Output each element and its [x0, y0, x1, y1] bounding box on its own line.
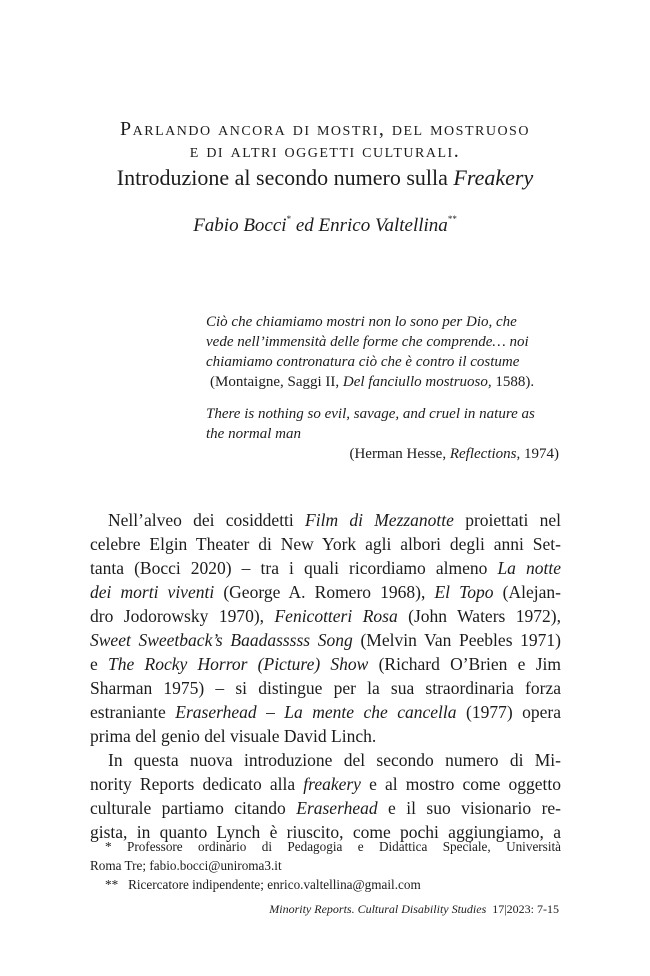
- issue-pages: 17|2023: 7-15: [492, 902, 559, 916]
- article-title: [80, 118, 570, 192]
- title-line-2: e di altri oggetti culturali.: [189, 140, 461, 162]
- body-line: [90, 700, 561, 724]
- epigraph-quote-line: Ciò che chiamiamo mostri non lo sono per Dio, che: [206, 314, 517, 330]
- author-1-footnote-mark: *: [286, 214, 292, 224]
- epigraph-citation: [206, 444, 561, 464]
- body-text-run: Nell’alveo dei cosiddetti: [108, 510, 306, 530]
- citation-text: , 1974): [516, 446, 559, 462]
- journal-name: Minority Reports. Cultural Disability Studies: [269, 902, 487, 916]
- body-text-run: dro Jodorowsky 1970),: [90, 606, 275, 626]
- body-text-run: (Alejan-: [493, 582, 561, 602]
- running-footer: [90, 902, 559, 917]
- body-line: Sharman 1975) – si distingue per la sua straordinaria forza: [90, 678, 561, 698]
- body-line: [90, 652, 561, 676]
- epigraph-citation: [206, 372, 561, 392]
- footnote-1-line-1: * Professore ordinario di Pedagogia e Didattica Speciale, Università: [105, 839, 561, 854]
- film-title: Fenicotteri Rosa: [274, 606, 398, 626]
- body-line: [90, 628, 561, 652]
- film-title: La notte: [497, 558, 561, 578]
- body-line: In questa nuova introduzione del secondo numero di Mi-: [108, 750, 561, 770]
- epigraph-hesse: [206, 404, 561, 464]
- film-title: Eraserhead – La mente che cancella: [175, 702, 457, 722]
- epigraph-quote-line: vede nell’immensità delle forme che comprende… noi: [206, 334, 529, 350]
- body-text-run: nority Reports dedicato alla: [90, 774, 304, 794]
- body-text-run: proiettati nel: [453, 510, 561, 530]
- body-text-run: e il suo visionario re-: [377, 798, 561, 818]
- body-line: [90, 556, 561, 580]
- body-text-run: estraniante: [90, 702, 176, 722]
- body-line: [90, 772, 561, 796]
- emphasis-term: freakery: [303, 774, 361, 794]
- body-text-run: (Melvin Van Peebles 1971): [352, 630, 561, 650]
- body-text-run: culturale partiamo citando: [90, 798, 297, 818]
- author-2: Enrico Valtellina: [318, 215, 448, 236]
- body-line: [90, 604, 561, 628]
- title-line-3: [80, 164, 570, 192]
- film-title: dei morti viventi: [90, 582, 215, 602]
- body-line: [90, 580, 561, 604]
- body-line: prima del genio del visuale David Linch.: [90, 726, 377, 746]
- author-1: Fabio Bocci: [193, 215, 287, 236]
- author-connector: ed: [291, 215, 319, 236]
- title-line-3-emphasis: Freakery: [453, 165, 534, 190]
- citation-text: 1588).: [491, 374, 535, 390]
- film-title: The Rocky Horror (Picture) Show: [108, 654, 369, 674]
- film-title: El Topo: [434, 582, 494, 602]
- citation-text: (Montaigne, Saggi II,: [210, 374, 343, 390]
- citation-text: (Herman Hesse,: [349, 446, 450, 462]
- author-line: [80, 214, 570, 237]
- body-text-run: (1977) opera: [456, 702, 561, 722]
- body-line: celebre Elgin Theater di New York agli albori degli anni Set-: [90, 534, 561, 554]
- body-line: gista, in quanto Lynch è riuscito, come pochi aggiungiamo, a: [90, 822, 561, 842]
- footnote-2-text: Ricercatore indipendente; enrico.valtellina@gmail.com: [128, 877, 421, 892]
- epigraph-quote-line: There is nothing so evil, savage, and cruel in nature as: [206, 406, 535, 422]
- footnotes: [90, 837, 561, 894]
- footnote-2-mark: **: [105, 877, 119, 892]
- body-text-run: (John Waters 1972),: [397, 606, 561, 626]
- epigraph-quote-line: chiamiamo contronatura ciò che è contro il costume: [206, 354, 520, 370]
- body-line: [90, 796, 561, 820]
- body-text-run: e: [90, 654, 109, 674]
- epigraph-montaigne: [206, 312, 561, 392]
- film-title: Eraserhead: [296, 798, 378, 818]
- author-2-footnote-mark: **: [447, 214, 457, 224]
- footnote-1-line-2: Roma Tre; fabio.bocci@uniroma3.it: [90, 858, 282, 873]
- body-text: [90, 508, 561, 844]
- footnote-2: [90, 875, 561, 894]
- citation-work: Del fanciullo mostruoso,: [342, 374, 492, 390]
- body-text-run: (Richard O’Brien e Jim: [368, 654, 561, 674]
- body-text-run: tanta (Bocci 2020) – tra i quali ricordiamo almeno: [90, 558, 498, 578]
- film-title: Sweet Sweetback’s Baadasssss Song: [90, 630, 353, 650]
- body-line: [90, 508, 561, 532]
- title-line-1: Parlando ancora di mostri, del mostruoso: [120, 118, 530, 140]
- film-title: Film di Mezzanotte: [305, 510, 454, 530]
- title-line-3-text: Introduzione al secondo numero sulla: [116, 165, 454, 190]
- citation-work: Reflections: [449, 446, 517, 462]
- epigraph-quote-line: the normal man: [206, 426, 301, 442]
- body-text-run: e al mostro come oggetto: [360, 774, 561, 794]
- body-text-run: (George A. Romero 1968),: [214, 582, 435, 602]
